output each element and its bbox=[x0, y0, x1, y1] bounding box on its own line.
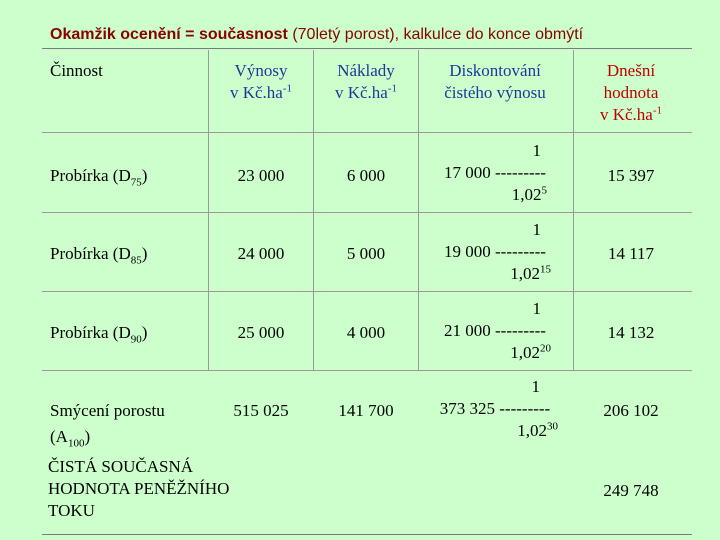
row-cost: 4 000 bbox=[346, 323, 386, 342]
row-discount-formula: 1 17 000 --------- 1,02$^5$ bbox=[444, 141, 547, 204]
header-costs: Náklady v $Kč.ha^{-1}$ bbox=[334, 61, 398, 102]
bottom-rule bbox=[42, 534, 692, 535]
row-discount-formula: 1 373 325 --------- 1,02$^{30}$ bbox=[439, 377, 558, 440]
grid-line bbox=[42, 132, 692, 133]
row-present-value: 15 397 bbox=[607, 166, 655, 185]
grid-line bbox=[313, 50, 314, 370]
row-present-value: 14 117 bbox=[607, 244, 655, 263]
row-yield: 515 025 bbox=[233, 401, 289, 420]
header-present-value: Dnešní hodnota v $Kč.ha^{-1}$ bbox=[599, 61, 663, 124]
row-activity: Probírka $(D_{85})$ bbox=[50, 244, 148, 267]
row-yield: 24 000 bbox=[237, 244, 285, 263]
row-activity: Probírka $(D_{75})$ bbox=[50, 166, 148, 189]
header-yields: Výnosy v $Kč.ha^{-1}$ bbox=[229, 61, 293, 102]
row-discount-formula: 1 21 000 --------- 1,02$^{20}$ bbox=[444, 299, 551, 362]
header-discounting: Diskontování čistého výnosu bbox=[444, 61, 546, 102]
header-activity: Činnost bbox=[50, 61, 103, 80]
row-cost: 5 000 bbox=[346, 244, 386, 263]
row-present-value: 14 132 bbox=[607, 323, 655, 342]
grid-line bbox=[573, 50, 574, 370]
grid-line bbox=[42, 291, 692, 292]
row-activity: Probírka $(D_{90})$ bbox=[50, 323, 148, 346]
row-cost: 6 000 bbox=[346, 166, 386, 185]
row-yield: 23 000 bbox=[237, 166, 285, 185]
row-discount-formula: 1 19 000 --------- 1,02$^{15}$ bbox=[444, 220, 551, 283]
grid-line bbox=[42, 370, 692, 371]
row-yield: 25 000 bbox=[237, 323, 285, 342]
total-label: ČISTÁ SOUČASNÁ HODNOTA PENĚŽNÍHO TOKU bbox=[48, 457, 230, 520]
row-activity: Smýcení porostu $(A_{100})$ bbox=[50, 401, 165, 450]
slide-title: Okamžik ocenění = současnost (70letý porost), kalkulce do konce obmýtí bbox=[50, 26, 584, 43]
row-cost: 141 700 bbox=[338, 401, 394, 420]
grid-line bbox=[418, 50, 419, 370]
grid-line bbox=[42, 212, 692, 213]
grid-line bbox=[208, 50, 209, 370]
title-rule bbox=[42, 48, 692, 49]
row-present-value: 206 102 bbox=[603, 401, 659, 420]
total-value: 249 748 bbox=[603, 481, 659, 500]
